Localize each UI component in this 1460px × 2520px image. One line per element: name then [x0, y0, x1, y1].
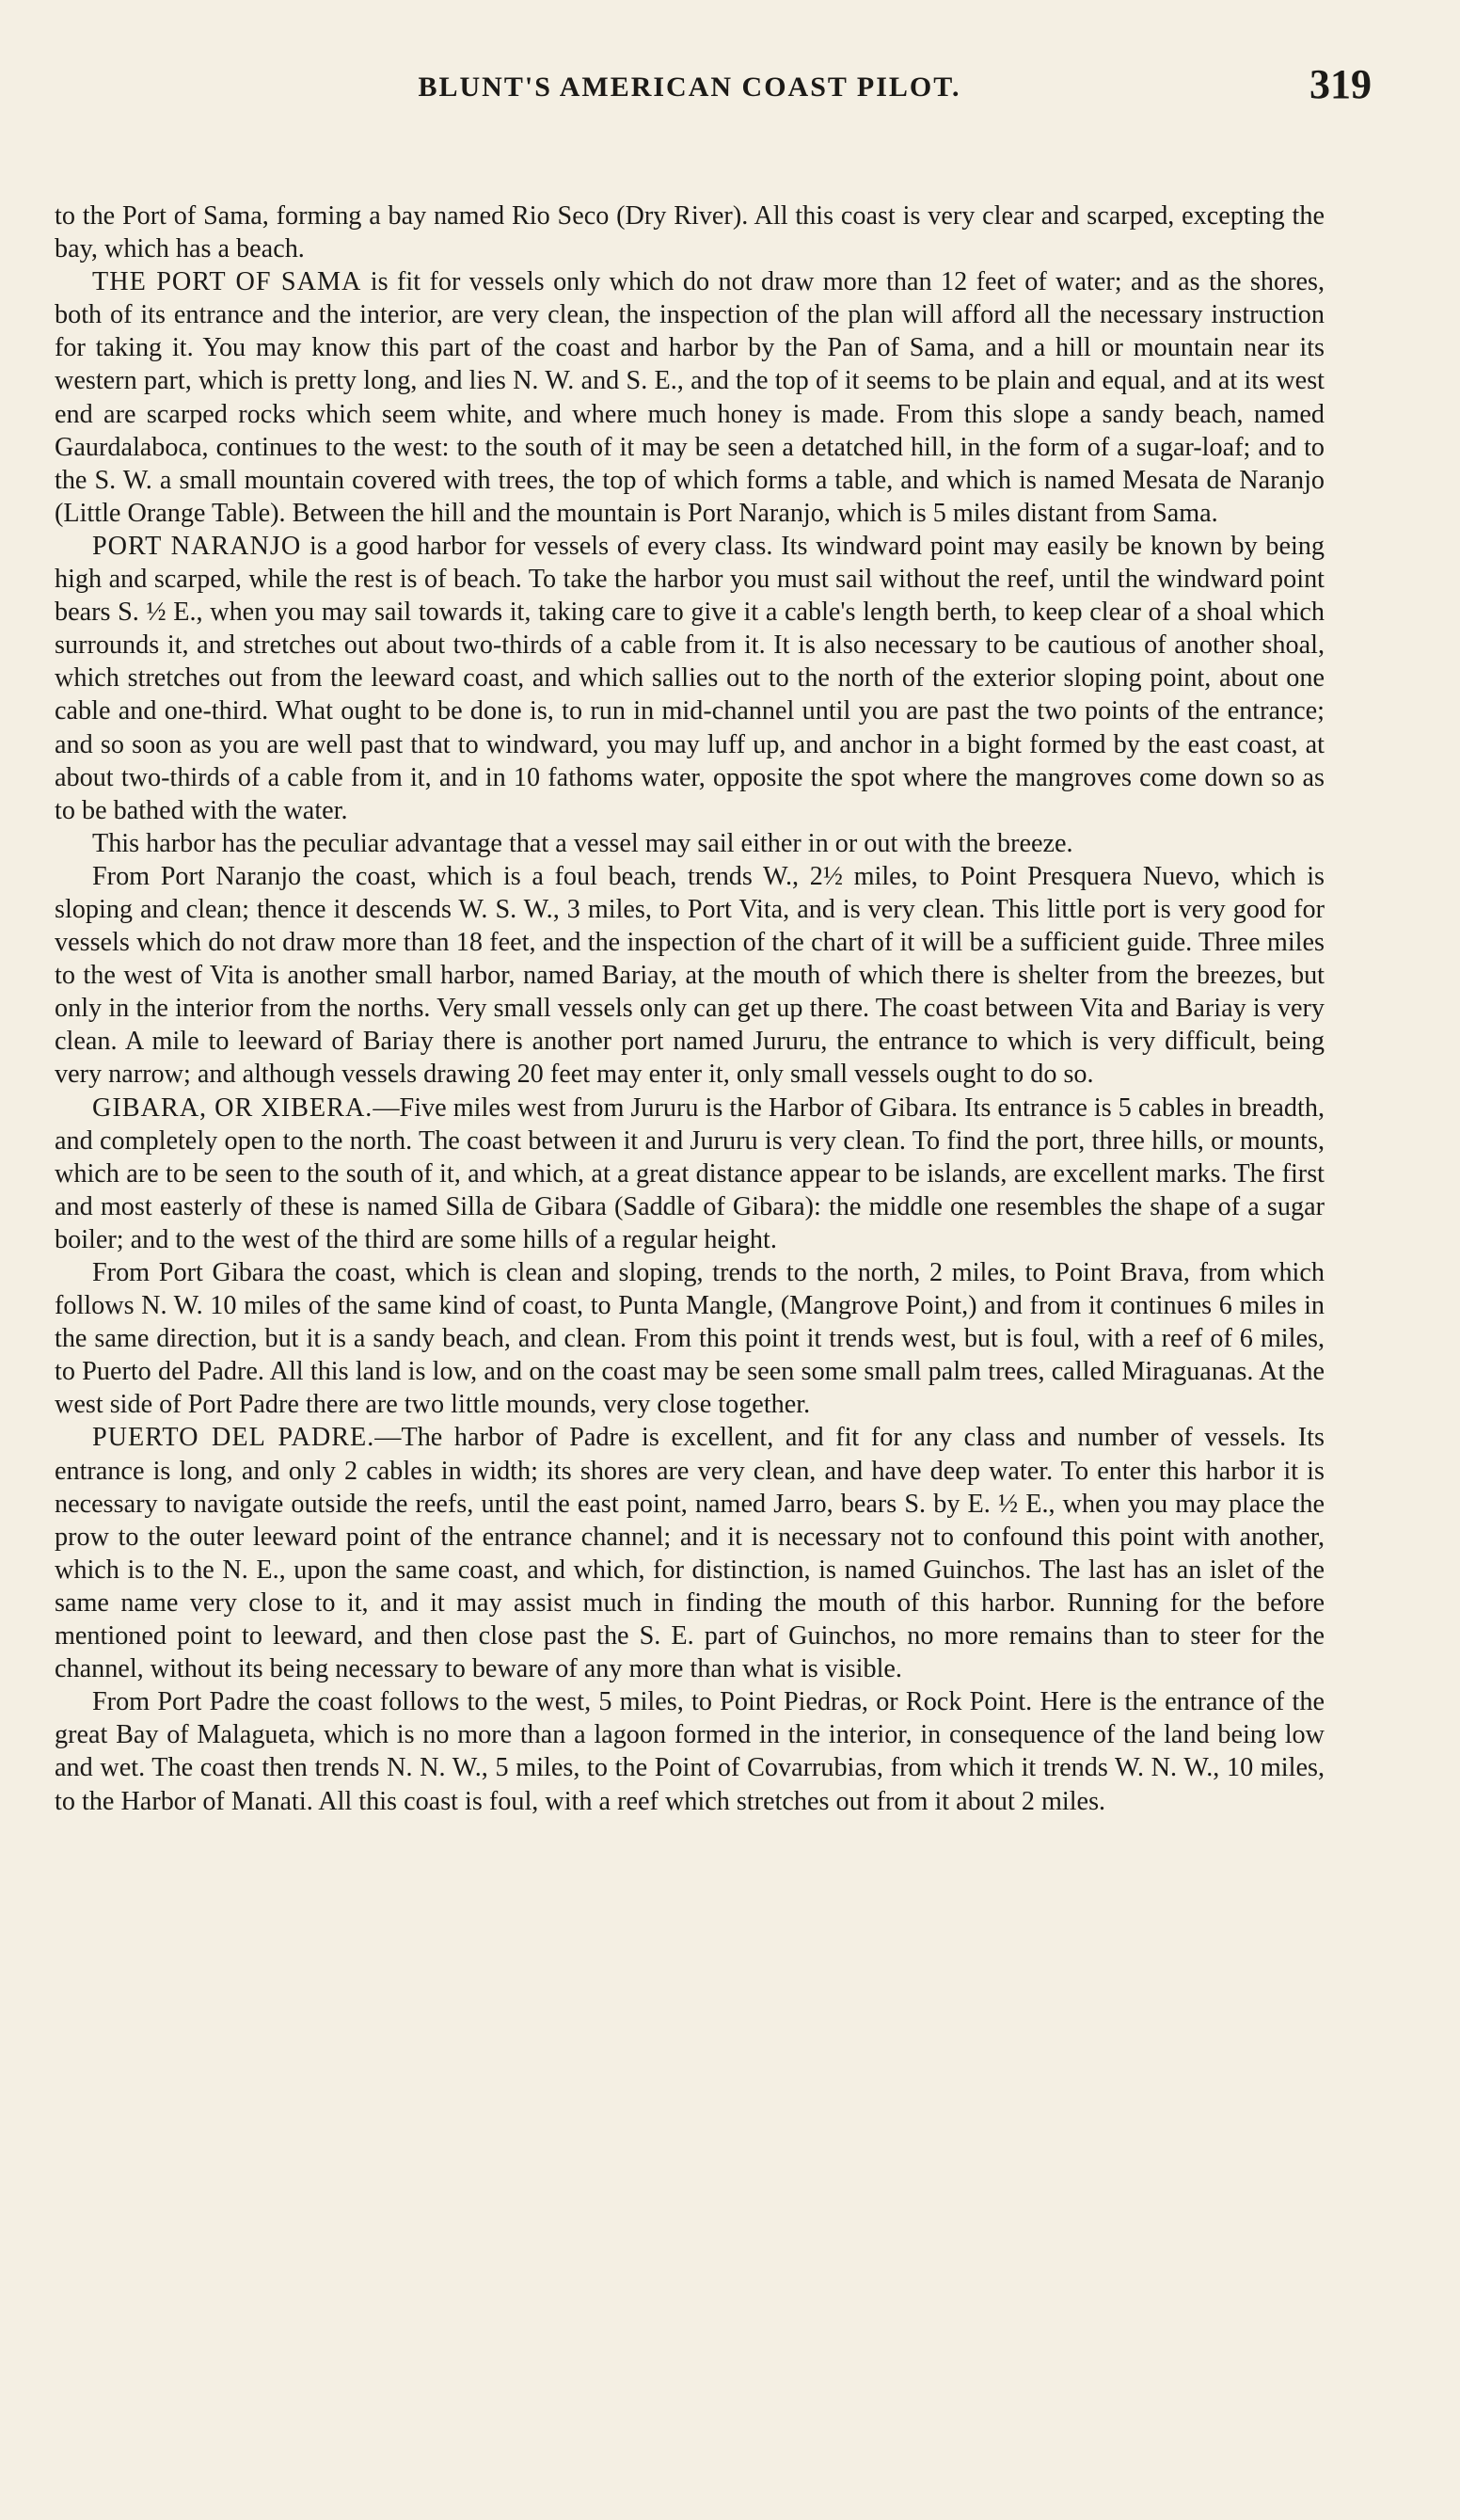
paragraph-naranjo-to-jururu — [55, 860, 1325, 1092]
paragraph-text: From Port Gibara the coast, which is clean and sloping, trends to the north, 2 miles, to Point Brava, from which follows N. W. 10 miles of the same kind of coast, to Punta Mangle, (Mangrove Point,) and from it continues 6 miles in the same direction, but it is a sandy beach, and clean. From this point it trends west, but is foul, with a reef of 6 miles, to Puerto del Padre. All this land is low, and on the coast may be seen some small palm trees, called Miraguanas. At the west side of Port Padre there are two little mounds, very close together. — [55, 1258, 1325, 1420]
page — [55, 56, 1372, 1818]
paragraph-gibara-to-padre — [55, 1256, 1325, 1421]
paragraph-text: —Five miles west from Jururu is the Harbor of Gibara. Its entrance is 5 cables in breadth, and completely open to the north. The coast between it and Jururu is very clean. To find the port, three hills, or mounts, which are to be seen to the south of it, and which, at a great distance appear to be islands, are excellent marks. The first and most easterly of these is named Silla de Gibara (Saddle of Gibara): the middle one resembles the shape of a sugar boiler; and to the west of the third are some hills of a regular height. — [55, 1093, 1325, 1254]
paragraph-text: is fit for vessels only which do not draw more than 12 feet of water; and as the shores, both of its entrance and the interior, are very clean, the inspection of the plan will afford all the necessary instruction for taking it. You may know this part of the coast and harbor by the Pan of Sama, and a hill or mountain near its western part, which is pretty long, and lies N. W. and S. E., and the top of it seems to be plain and equal, and at its west end are scarped rocks which seem white, and where much honey is made. From this slope a sandy beach, named Gaurdalaboca, continues to the west: to the south of it may be seen a detatched hill, in the form of a sugar-loaf; and to the S. W. a small mountain covered with trees, the top of which forms a table, and which is named Mesata de Naranjo (Little Orange Table). Between the hill and the mountain is Port Naranjo, which is 5 miles distant from Sama. — [55, 267, 1325, 528]
paragraph-lead: PUERTO DEL PADRE. — [92, 1423, 375, 1453]
paragraph-rio-seco — [55, 199, 1325, 265]
paragraph-text: is a good harbor for vessels of every class. Its windward point may easily be known by being high and scarped, while the rest is of beach. To take the harbor you must sail without the reef, until the windward point bears S. ½ E., when you may sail towards it, taking care to give it a cable's length berth, to keep clear of a shoal which surrounds it, and stretches out about two-thirds of a cable from it. It is also necessary to be cautious of another shoal, which stretches out from the leeward coast, and which sallies out to the north of the exterior sloping point, about one cable and one-third. What ought to be done is, to run in mid-channel until you are past the two points of the entrance; and so soon as you are well past that to windward, you may luff up, and anchor in a bight formed by the east coast, at about two-thirds of a cable from it, and in 10 fathoms water, opposite the spot where the mangroves come down so as to be bathed with the water. — [55, 531, 1325, 825]
running-title: BLUNT'S AMERICAN COAST PILOT. — [418, 72, 961, 103]
paragraph-text: From Port Naranjo the coast, which is a foul beach, trends W., 2½ miles, to Point Presquera Nuevo, which is sloping and clean; thence it descends W. S. W., 3 miles, to Port Vita, and is very clean. This little port is very good for vessels which do not draw more than 18 feet, and the inspection of the chart of it will be a sufficient guide. Three miles to the west of Vita is another small harbor, named Bariay, at the mouth of which there is shelter from the breezes, but only in the interior from the norths. Very small vessels only can get up there. The coast between Vita and Bariay is very clean. A mile to leeward of Bariay there is another port named Jururu, the entrance to which is very difficult, being very narrow; and although vessels drawing 20 feet may enter it, only small vessels ought to do so. — [55, 861, 1325, 1090]
page-number: 319 — [1309, 61, 1372, 107]
page-header — [55, 56, 1372, 122]
paragraph-lead: THE PORT OF SAMA — [92, 267, 362, 297]
paragraph-text: —The harbor of Padre is excellent, and fit for any class and number of vessels. Its entrance is long, and only 2 cables in width; its shores are very clean, and have deep water. To enter this harbor it is necessary to navigate outside the reefs, until the east point, named Jarro, bears S. by E. ½ E., when you may place the prow to the outer leeward point of the entrance channel; and it is necessary not to confound this point with another, which is to the N. E., upon the same coast, and which, for distinction, is named Guinchos. The last has an islet of the same name very close to it, and it may assist much in finding the mouth of this harbor. Running for the before mentioned point to leeward, and then close past the S. E. part of Guinchos, no more remains than to steer for the channel, without its being necessary to beware of any more than what is visible. — [55, 1423, 1325, 1684]
paragraph-harbor-advantage — [55, 827, 1325, 860]
paragraph-port-naranjo — [55, 530, 1325, 827]
paragraph-puerto-del-padre — [55, 1421, 1325, 1685]
paragraph-lead: PORT NARANJO — [92, 531, 302, 561]
paragraph-padre-to-manati — [55, 1685, 1325, 1817]
paragraph-text: to the Port of Sama, forming a bay named Rio Seco (Dry River). All this coast is very clear and scarped, excepting the bay, which has a beach. — [55, 201, 1325, 264]
body-text — [55, 199, 1325, 1818]
paragraph-text: This harbor has the peculiar advantage that a vessel may sail either in or out with the breeze. — [92, 828, 1073, 858]
paragraph-port-of-sama — [55, 265, 1325, 530]
paragraph-text: From Port Padre the coast follows to the west, 5 miles, to Point Piedras, or Rock Point. Here is the entrance of the great Bay of Malagueta, which is no more than a lagoon formed in the interior, in consequence of the land being low and wet. The coast then trends N. N. W., 5 miles, to the Point of Covarrubias, from which it trends W. N. W., 10 miles, to the Harbor of Manati. All this coast is foul, with a reef which stretches out from it about 2 miles. — [55, 1687, 1325, 1816]
paragraph-gibara — [55, 1092, 1325, 1256]
paragraph-lead: GIBARA, OR XIBERA. — [92, 1093, 373, 1123]
